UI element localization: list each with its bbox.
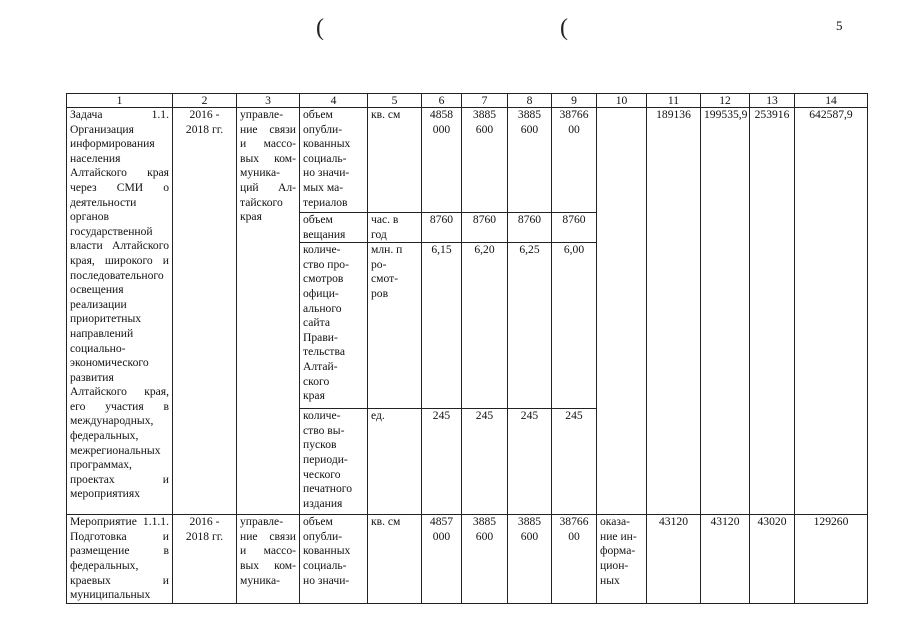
event-period: 2016 - 2018 гг. [173, 515, 237, 604]
indicator-value: 245 [462, 409, 508, 515]
task-row [67, 108, 868, 213]
event-total-11: 43120 [647, 515, 701, 604]
program-table [66, 93, 868, 604]
indicator-value: 8760 [552, 213, 597, 243]
indicator-value: 8760 [508, 213, 552, 243]
event-value: 38766 00 [552, 515, 597, 604]
indicator-value: 3885 600 [462, 108, 508, 213]
header-cell: 1 [67, 94, 173, 108]
event-value: 4857 000 [422, 515, 462, 604]
task-period: 2016 - 2018 гг. [173, 108, 237, 515]
header-cell: 2 [173, 94, 237, 108]
indicator-value: 6,25 [508, 243, 552, 409]
indicator-value: 38766 00 [552, 108, 597, 213]
indicator-value: 6,20 [462, 243, 508, 409]
indicator-unit: кв. см [368, 108, 422, 213]
indicator-value: 4858 000 [422, 108, 462, 213]
header-cell: 10 [597, 94, 647, 108]
event-executor: управле- ние связи и массо- вых ком- муника- [237, 515, 300, 604]
header-cell: 11 [647, 94, 701, 108]
task-col10 [597, 108, 647, 515]
header-cell: 14 [795, 94, 868, 108]
indicator-unit: млн. п ро- смот- ров [368, 243, 422, 409]
task-name: Задача 1.1. Организация информирования населения Алтайского края через СМИ о деятельности органов государственной власти Алтайского края, широкого и последовательного освещения реализации приоритетных направлений социально-экономического развития Алтайского края, его участия в международных, федеральных, межрегиональных программах, проектах и мероприятиях [67, 108, 173, 515]
indicator-name: количе- ство про- смотров офици- ального сайта Прави- тельства Алтай- ского края [300, 243, 368, 409]
event-row [67, 515, 868, 604]
header-cell: 12 [701, 94, 750, 108]
indicator-unit: ед. [368, 409, 422, 515]
event-total-12: 43120 [701, 515, 750, 604]
header-cell: 13 [750, 94, 795, 108]
indicator-value: 8760 [422, 213, 462, 243]
task-total-14: 642587,9 [795, 108, 868, 515]
header-cell: 8 [508, 94, 552, 108]
event-value: 3885 600 [508, 515, 552, 604]
header-cell: 6 [422, 94, 462, 108]
indicator-value: 245 [508, 409, 552, 515]
indicator-name: объем вещания [300, 213, 368, 243]
task-executor: управле- ние связи и массо- вых ком- муника- ций Ал- тайского края [237, 108, 300, 515]
header-cell: 7 [462, 94, 508, 108]
event-col10: оказа- ние ин- форма- цион- ных [597, 515, 647, 604]
page-mark-right: ( [560, 15, 568, 41]
indicator-value: 6,00 [552, 243, 597, 409]
indicator-value: 3885 600 [508, 108, 552, 213]
event-value: 3885 600 [462, 515, 508, 604]
task-total-13: 253916 [750, 108, 795, 515]
indicator-value: 8760 [462, 213, 508, 243]
header-cell: 4 [300, 94, 368, 108]
task-total-11: 189136 [647, 108, 701, 515]
indicator-name: объем опубли- кованных социаль- но значи- мых ма- териалов [300, 108, 368, 213]
task-total-12: 199535,9 [701, 108, 750, 515]
page-mark-left: ( [316, 15, 324, 41]
header-cell: 5 [368, 94, 422, 108]
indicator-name: количе- ство вы- пусков периоди- ческого печатного издания [300, 409, 368, 515]
event-total-14: 129260 [795, 515, 868, 604]
event-indicator: объем опубли- кованных социаль- но значи- [300, 515, 368, 604]
header-row [67, 94, 868, 108]
header-cell: 9 [552, 94, 597, 108]
indicator-value: 6,15 [422, 243, 462, 409]
event-total-13: 43020 [750, 515, 795, 604]
header-cell: 3 [237, 94, 300, 108]
event-name: Мероприятие 1.1.1. Подготовка и размещение в федеральных, краевых и муниципальных [67, 515, 173, 604]
indicator-value: 245 [422, 409, 462, 515]
event-unit: кв. см [368, 515, 422, 604]
indicator-value: 245 [552, 409, 597, 515]
indicator-unit: час. в год [368, 213, 422, 243]
page-number: 5 [836, 18, 843, 33]
